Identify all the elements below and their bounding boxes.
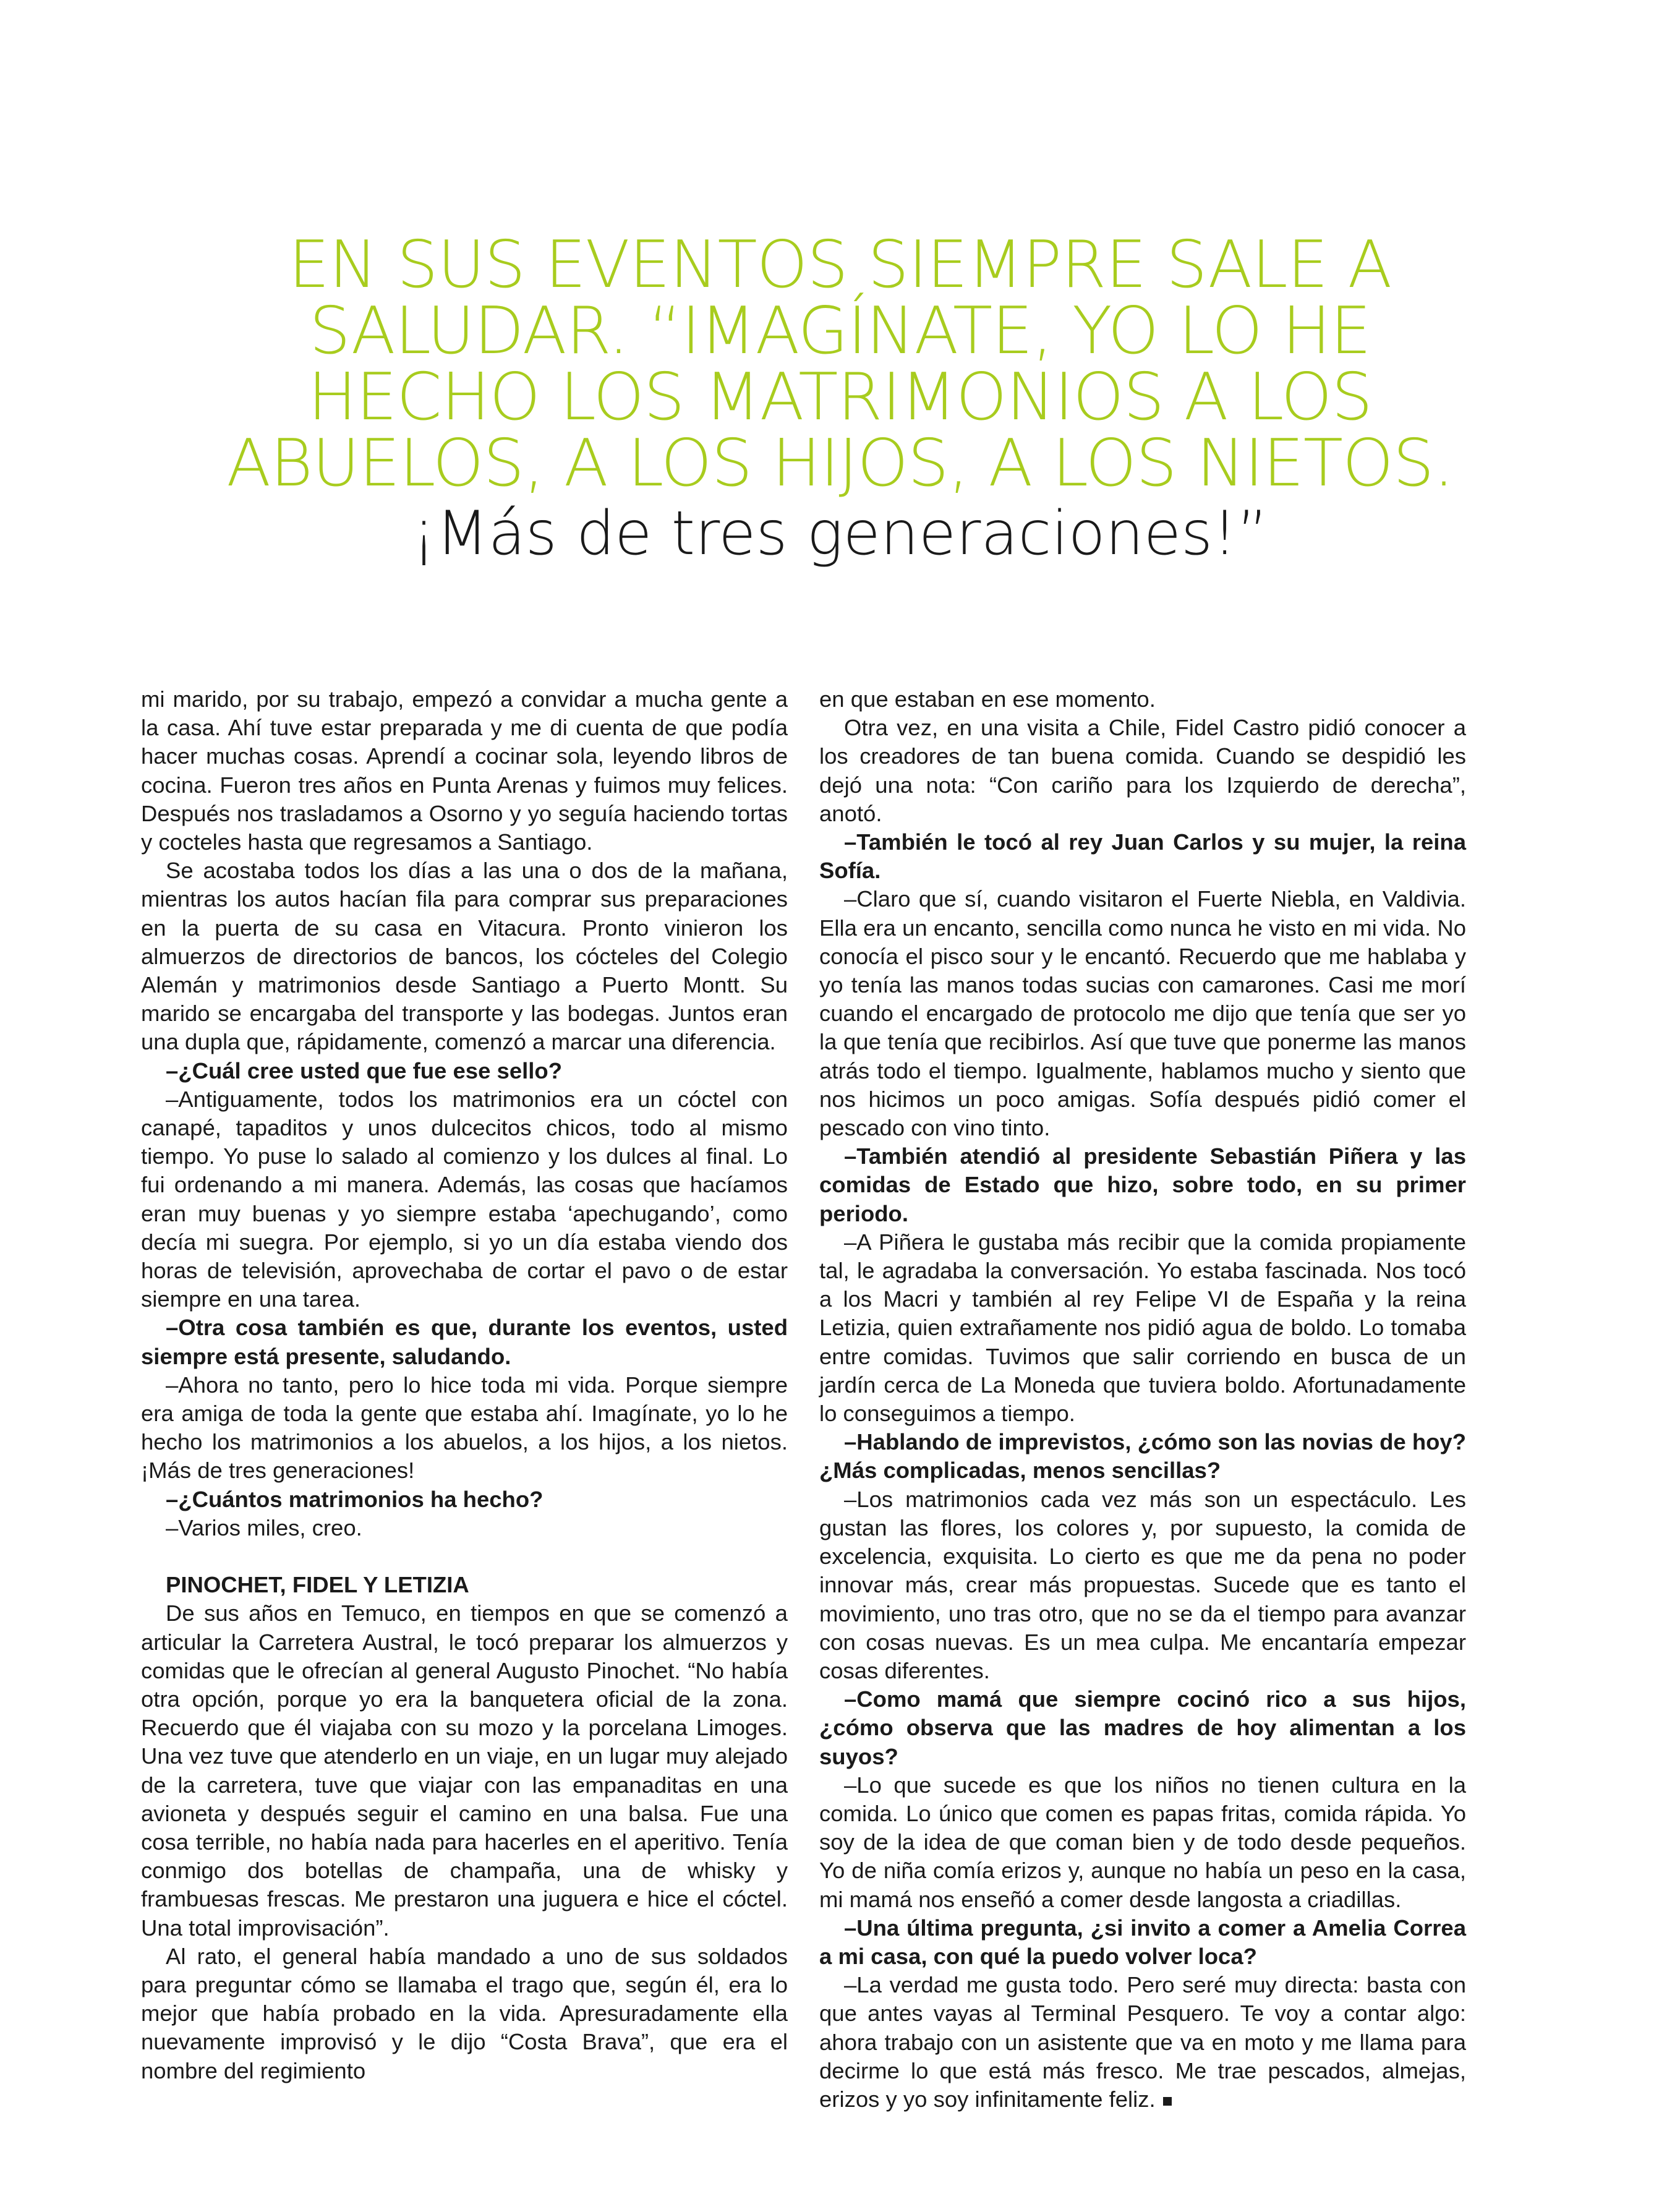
interview-question: –Una última pregunta, ¿si invito a comer a Amelia Correa a mi casa, con qué la puedo volver loca? <box>819 1915 1466 1969</box>
pull-quote-line-1: EN SUS EVENTOS SIEMPRE SALE A <box>288 227 1392 302</box>
interview-answer-final <box>819 1971 1466 2114</box>
section-subheading: PINOCHET, FIDEL Y LETIZIA <box>166 1572 469 1598</box>
interview-question: –También le tocó al rey Juan Carlos y su mujer, la reina Sofía. <box>819 829 1466 884</box>
paragraph: Se acostaba todos los días a las una o dos de la mañana, mientras los autos hacían fila para comprar sus preparaciones en la puerta de su casa en Vitacura. Pronto vinieron los almuerzos de directorios de bancos, los cócteles del Colegio Alemán y matrimonios desde Santiago a Puerto Montt. Su marido se encargaba del transporte y las bodegas. Juntos eran una dupla que, rápidamente, comenzó a marcar una diferencia. <box>141 858 788 1055</box>
paragraph: en que estaban en ese momento. <box>819 686 1156 712</box>
interview-answer: –Los matrimonios cada vez más son un espectáculo. Les gustan las flores, los colores y, por supuesto, la comida de excelencia, exquisita. Lo cierto es que me da pena no poder innovar más, crear más propuestas. Sucede que es tanto el movimiento, uno tras otro, que no se da el tiempo para avanzar con cosas nuevas. Es un mea culpa. Me encantaría empezar cosas diferentes. <box>819 1486 1466 1683</box>
end-of-article-mark <box>1163 2097 1172 2106</box>
interview-question: –También atendió al presidente Sebastián Piñera y las comidas de Estado que hizo, sobre todo, en su primer periodo. <box>819 1143 1466 1226</box>
paragraph: De sus años en Temuco, en tiempos en que se comenzó a articular la Carretera Austral, le tocó preparar los almuerzos y comidas que le ofrecían al general Augusto Pinochet. “No había otra opción, porque yo era la banquetera oficial de la zona. Recuerdo que él viajaba con su mozo y la porcelana Limoges. Una vez tuve que atenderlo en un viaje, en un lugar muy alejado de la carretera, tuve que viajar con las empanaditas en una avioneta y después seguir el camino en una balsa. Fue una cosa terrible, no había nada para hacerles en el aperitivo. Tenía conmigo dos botellas de champaña, una de whisky y frambuesas frescas. Me prestaron una juguera e hice el cóctel. Una total improvisación”. <box>141 1600 788 1941</box>
interview-answer: –Lo que sucede es que los niños no tienen cultura en la comida. Lo único que comen es papas fritas, comida rápida. Yo soy de la idea de que coman bien y de todo desde pequeños. Yo de niña comía erizos y, aunque no había un peso en la casa, mi mamá nos enseñó a comer desde langosta a criadillas. <box>819 1772 1466 1912</box>
interview-answer: –Claro que sí, cuando visitaron el Fuerte Niebla, en Valdivia. Ella era un encanto, sencilla como nunca he visto en mi vida. No conocía el pisco sour y le encantó. Recuerdo que me hablaba y yo tenía las manos todas sucias con camarones. Casi me morí cuando el encargado de protocolo me dijo que tenía que ser yo la que tenía que recibirlos. Así que tuve que ponerme las manos atrás todo el tiempo. Igualmente, hablamos mucho y siento que nos hicimos un poco amigas. Sofía después pidió comer el pescado con vino tinto. <box>819 886 1466 1141</box>
spacer <box>141 1542 788 1571</box>
paragraph: Otra vez, en una visita a Chile, Fidel Castro pidió conocer a los creadores de tan buena comida. Cuando se despidió les dejó una nota: “Con cariño para los Izquierdo de derecha”, anotó. <box>819 715 1466 826</box>
pull-quote-line-4: ABUELOS, A LOS HIJOS, A LOS NIETOS. <box>226 425 1454 501</box>
final-answer-text: –La verdad me gusta todo. Pero seré muy directa: basta con que antes vayas al Terminal Pesquero. Te voy a contar algo: ahora trabajo con un asistente que va en moto y me llama para decirme lo que está más fresco. Me trae pescados, almejas, erizos y yo soy infinitamente feliz. <box>819 1972 1466 2112</box>
article-column-right <box>819 685 1466 2114</box>
interview-answer: –A Piñera le gustaba más recibir que la comida propiamente tal, le agradaba la conversación. Yo estaba fascinada. Nos tocó a los Macri y también al rey Felipe VI de España y la reina Letizia, quien extrañamente nos pidió agua de boldo. Lo tomaba entre comidas. Tuvimos que salir corriendo en busca de un jardín cerca de La Moneda que tuviera boldo. Afortunadamente lo conseguimos a tiempo. <box>819 1229 1466 1427</box>
interview-question: –Otra cosa también es que, durante los eventos, usted siempre está presente, saludando. <box>141 1315 788 1369</box>
pull-quote-line-3: HECHO LOS MATRIMONIOS A LOS <box>307 359 1373 435</box>
pull-quote-line-2: SALUDAR. “IMAGÍNATE, YO LO HE <box>309 293 1371 369</box>
interview-question: –Como mamá que siempre cocinó rico a sus hijos, ¿cómo observa que las madres de hoy alimentan a los suyos? <box>819 1686 1466 1769</box>
interview-answer: –Antiguamente, todos los matrimonios era un cóctel con canapé, tapaditos y unos dulcecitos chicos, todo al mismo tiempo. Yo puse lo salado al comienzo y los dulces al final. Lo fui ordenando a mi manera. Además, las cosas que hacíamos eran muy buenas y yo siempre estaba ‘apechugando’, como decía mi suegra. Por ejemplo, si yo un día estaba viendo dos horas de televisión, aprovechaba de cortar el pavo o de estar siempre en una tarea. <box>141 1086 788 1312</box>
interview-answer: –Varios miles, creo. <box>166 1514 362 1540</box>
interview-question: –¿Cuántos matrimonios ha hecho? <box>166 1486 544 1512</box>
article-column-left <box>141 685 788 2085</box>
paragraph: mi marido, por su trabajo, empezó a convidar a mucha gente a la casa. Ahí tuve estar preparada y me di cuenta de que podía hacer muchas cosas. Aprendí a cocinar sola, leyendo libros de cocina. Fueron tres años en Punta Arenas y fuimos muy felices. Después nos trasladamos a Osorno y yo seguía haciendo tortas y cocteles hasta que regresamos a Santiago. <box>141 686 788 855</box>
pull-quote-closing-line: ¡Más de tres generaciones!” <box>411 498 1269 569</box>
interview-question: –¿Cuál cree usted que fue ese sello? <box>166 1057 562 1083</box>
paragraph: Al rato, el general había mandado a uno de sus soldados para preguntar cómo se llamaba el trago que, según él, era lo mejor que había probado en la vida. Apresuradamente ella nuevamente improvisó y le dijo “Costa Brava”, que era el nombre del regimiento <box>141 1943 788 2083</box>
interview-question: –Hablando de imprevistos, ¿cómo son las novias de hoy? ¿Más complicadas, menos sencillas? <box>819 1429 1467 1484</box>
pull-quote <box>185 227 1495 571</box>
interview-answer: –Ahora no tanto, pero lo hice toda mi vida. Porque siempre era amiga de toda la gente que estaba ahí. Imagínate, yo lo he hecho los matrimonios a los abuelos, a los hijos, a los nietos. ¡Más de tres generaciones! <box>141 1372 788 1484</box>
